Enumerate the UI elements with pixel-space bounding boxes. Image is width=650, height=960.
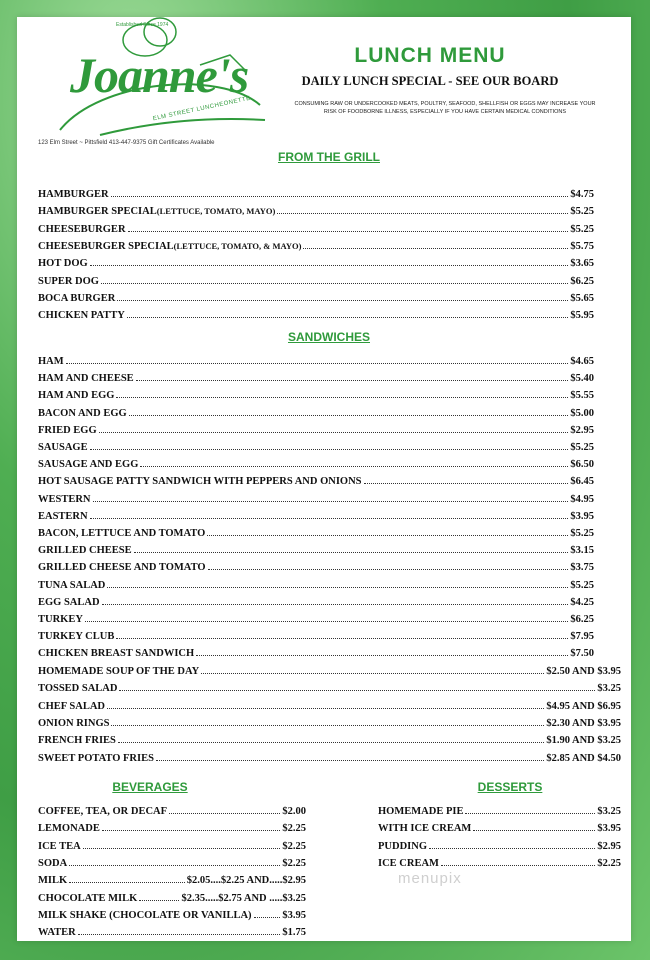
item-name: TURKEY — [38, 614, 83, 625]
dot-leader — [201, 664, 544, 674]
item-name: CHICKEN BREAST SANDWICH — [38, 648, 195, 660]
logo — [40, 10, 270, 150]
item-price: $3.95 — [282, 909, 306, 921]
item-price: $5.25 — [570, 579, 594, 591]
beverages-item — [38, 891, 306, 907]
item-price: $3.25 — [597, 683, 621, 695]
item-name: CHEESEBURGER — [38, 223, 126, 235]
dot-leader — [465, 804, 595, 814]
grill-item — [38, 291, 594, 307]
item-price: $2.35.....$2.75 AND .....$3.25 — [181, 892, 306, 904]
dot-leader — [429, 839, 595, 849]
item-price: $2.25 — [597, 857, 621, 869]
item-price: $3.75 — [570, 562, 594, 574]
item-name: BOCA BURGER — [38, 292, 116, 304]
item-name: FRIED EGG — [38, 424, 97, 436]
item-price: $1.75 — [282, 927, 306, 939]
sandwiches-item — [38, 388, 594, 404]
item-name: GRILLED CHEESE — [38, 545, 132, 557]
dot-leader — [208, 560, 569, 570]
item-price: $5.25 — [570, 442, 594, 453]
item-name: SAUSAGE — [38, 442, 88, 453]
item-name: CHOCOLATE MILK — [38, 892, 138, 904]
dot-leader — [107, 699, 544, 709]
item-price: $6.45 — [570, 476, 594, 488]
sandwiches-item — [38, 612, 594, 628]
item-name: HAMBURGER — [38, 189, 109, 200]
item-price: $2.30 AND $3.95 — [546, 717, 621, 729]
sandwiches-item — [38, 406, 594, 422]
grill-item — [38, 274, 594, 290]
grill-item — [38, 204, 594, 220]
item-name: WATER — [38, 927, 76, 939]
dot-leader — [117, 291, 568, 301]
dot-leader — [119, 681, 595, 691]
item-name: CHICKEN PATTY — [38, 310, 125, 322]
item-name: CHEESEBURGER SPECIAL — [38, 240, 174, 252]
grill-item — [38, 308, 594, 324]
sandwiches-item — [38, 457, 594, 473]
item-name: HOMEMADE SOUP OF THE DAY — [38, 666, 200, 677]
dot-leader — [90, 440, 569, 450]
beverages-item — [38, 821, 306, 837]
item-price: $3.15 — [570, 545, 594, 557]
item-price: $2.95 — [570, 424, 594, 436]
item-name: EGG SALAD — [38, 596, 100, 608]
item-price: $5.95 — [570, 310, 594, 322]
beverages-item — [38, 925, 306, 941]
item-name: FRENCH FRIES — [38, 735, 116, 747]
section-title-grill: FROM THE GRILL — [278, 150, 380, 164]
dot-leader — [139, 891, 179, 901]
item-name: ICE CREAM — [378, 857, 439, 869]
dot-leader — [473, 821, 595, 831]
item-price: $6.25 — [570, 275, 594, 287]
dot-leader — [99, 423, 569, 433]
logo-name: Joanne's — [70, 47, 249, 103]
sandwiches-item — [38, 354, 594, 370]
item-price: $2.25 — [282, 823, 306, 835]
grill-item — [38, 239, 594, 255]
item-price: $4.95 — [570, 493, 594, 505]
sandwiches-item — [38, 492, 594, 508]
dot-leader — [90, 256, 569, 266]
item-name: WITH ICE CREAM — [378, 823, 472, 835]
item-name: TURKEY CLUB — [38, 631, 115, 643]
item-price: $5.65 — [570, 292, 594, 304]
beverages-item — [38, 873, 306, 889]
daily-special: DAILY LUNCH SPECIAL - SEE OUR BOARD — [301, 74, 559, 88]
item-price: $2.95 — [597, 840, 621, 852]
item-name: CHEF SALAD — [38, 700, 105, 712]
item-price: $4.25 — [570, 596, 594, 608]
item-price: $5.40 — [570, 373, 594, 385]
sandwiches-item — [38, 595, 594, 611]
dot-leader — [107, 578, 568, 588]
sides-item — [38, 681, 621, 697]
item-name: HAMBURGER SPECIAL — [38, 206, 157, 218]
item-price: $5.75 — [570, 240, 594, 252]
sandwiches-item — [38, 629, 594, 645]
sandwiches-item — [38, 509, 594, 525]
dot-leader — [134, 543, 569, 553]
item-price: $4.65 — [570, 356, 594, 367]
item-price: $3.25 — [597, 806, 621, 817]
item-price: $2.05....$2.25 AND.....$2.95 — [186, 875, 306, 887]
sandwiches-item — [38, 423, 594, 439]
section-title-sandwiches: SANDWICHES — [287, 330, 370, 344]
item-price: $6.25 — [570, 614, 594, 625]
sides-item — [38, 664, 621, 680]
dot-leader — [196, 646, 568, 656]
beverages-item — [38, 908, 306, 924]
item-name: SODA — [38, 857, 68, 869]
item-note: (LETTUCE, TOMATO, MAYO) — [156, 206, 276, 217]
sandwiches-item — [38, 543, 594, 559]
sides-item — [38, 733, 621, 749]
dot-leader — [111, 716, 544, 726]
dot-leader — [254, 908, 281, 918]
dot-leader — [207, 526, 568, 536]
sides-item — [38, 716, 621, 732]
sides-item — [38, 699, 621, 715]
dot-leader — [111, 187, 569, 197]
dot-leader — [441, 856, 595, 866]
grill-item — [38, 187, 594, 203]
item-price: $5.25 — [570, 206, 594, 218]
item-name: HOT SAUSAGE PATTY SANDWICH WITH PEPPERS AND ONIONS — [38, 476, 362, 488]
item-price: $3.95 — [570, 510, 594, 522]
beverages-item — [38, 856, 306, 872]
item-name: TUNA SALAD — [38, 579, 106, 591]
dot-leader — [66, 354, 569, 364]
sandwiches-item — [38, 646, 594, 662]
dot-leader — [102, 821, 281, 831]
item-price: $5.25 — [570, 223, 594, 235]
dot-leader — [303, 239, 568, 249]
dot-leader — [277, 204, 568, 214]
item-name: SUPER DOG — [38, 275, 99, 287]
desserts-item — [378, 804, 621, 820]
item-name: WESTERN — [38, 493, 91, 505]
item-price: $1.90 AND $3.25 — [546, 735, 621, 747]
item-name: HOMEMADE PIE — [378, 806, 464, 817]
item-price: $4.95 AND $6.95 — [546, 700, 621, 712]
item-name: COFFEE, TEA, OR DECAF — [38, 806, 168, 817]
dot-leader — [85, 612, 568, 622]
item-price: $2.00 — [282, 806, 306, 817]
dot-leader — [90, 509, 569, 519]
sandwiches-item — [38, 560, 594, 576]
item-name: BACON, LETTUCE AND TOMATO — [38, 528, 206, 539]
beverages-item — [38, 839, 306, 855]
item-price: $5.55 — [570, 390, 594, 402]
dot-leader — [129, 406, 569, 416]
section-title-desserts: DESSERTS — [477, 780, 543, 794]
dot-leader — [93, 492, 569, 502]
sandwiches-item — [38, 474, 594, 490]
item-name: GRILLED CHEESE AND TOMATO — [38, 562, 206, 574]
dot-leader — [118, 733, 544, 743]
dot-leader — [364, 474, 569, 484]
dot-leader — [116, 388, 568, 398]
page-title: LUNCH MENU — [354, 44, 506, 67]
dot-leader — [116, 629, 568, 639]
item-name: HOT DOG — [38, 258, 88, 270]
dot-leader — [101, 274, 568, 284]
item-name: MILK SHAKE (CHOCOLATE OR VANILLA) — [38, 909, 252, 921]
item-note: (LETTUCE, TOMATO, & MAYO) — [173, 240, 302, 251]
desserts-item — [378, 839, 621, 855]
dot-leader — [128, 222, 569, 232]
item-price: $2.50 AND $3.95 — [546, 666, 621, 677]
item-name: BACON AND EGG — [38, 407, 127, 419]
sandwiches-item — [38, 578, 594, 594]
dot-leader — [127, 308, 569, 318]
item-price: $7.95 — [570, 631, 594, 643]
beverages-item — [38, 804, 306, 820]
item-name: TOSSED SALAD — [38, 683, 118, 695]
item-price: $2.25 — [282, 857, 306, 869]
item-price: $5.25 — [570, 528, 594, 539]
item-name: SAUSAGE AND EGG — [38, 459, 139, 471]
watermark: menupix — [398, 870, 462, 887]
item-name: MILK — [38, 875, 68, 887]
sandwiches-item — [38, 526, 594, 542]
address-line: 123 Elm Street ~ Pittsfield 413-447-9375 Gift Certificates Available — [38, 140, 215, 146]
item-price: $2.85 AND $4.50 — [546, 752, 621, 764]
section-title-beverages: BEVERAGES — [112, 780, 188, 794]
item-name: HAM AND CHEESE — [38, 373, 134, 385]
item-price: $3.95 — [597, 823, 621, 835]
grill-item — [38, 222, 594, 238]
item-name: SWEET POTATO FRIES — [38, 752, 154, 764]
grill-item — [38, 256, 594, 272]
item-name: LEMONADE — [38, 823, 100, 835]
dot-leader — [78, 925, 281, 935]
dot-leader — [136, 371, 569, 381]
sandwiches-item — [38, 440, 594, 456]
item-price: $7.50 — [570, 648, 594, 660]
item-name: ICE TEA — [38, 840, 81, 852]
dot-leader — [102, 595, 569, 605]
dot-leader — [69, 856, 280, 866]
desserts-item — [378, 821, 621, 837]
item-name: PUDDING — [378, 840, 427, 852]
dot-leader — [156, 751, 544, 761]
dot-leader — [169, 804, 280, 814]
item-name: HAM — [38, 356, 64, 367]
item-name: ONION RINGS — [38, 717, 110, 729]
item-price: $2.25 — [282, 840, 306, 852]
food-warning: CONSUMING RAW OR UNDERCOOKED MEATS, POULTRY, SEAFOOD, SHELLFISH OR EGGS MAY INCREASE YOUR RISK OF FOODBORNE ILLNESS, ESPECIALLY IF YOU HAVE CERTAIN MEDICAL CONDITIONS — [294, 101, 596, 115]
item-name: EASTERN — [38, 510, 88, 522]
item-price: $5.00 — [570, 407, 594, 419]
logo-tagline: ELM STREET LUNCHEONETTE — [152, 95, 252, 123]
item-name: HAM AND EGG — [38, 390, 115, 402]
item-price: $3.65 — [570, 258, 594, 270]
item-price: $4.75 — [570, 189, 594, 200]
dot-leader — [69, 873, 185, 883]
dot-leader — [83, 839, 281, 849]
item-price: $6.50 — [570, 459, 594, 471]
sides-item — [38, 751, 621, 767]
sandwiches-item — [38, 371, 594, 387]
logo-established: Established Since 1974 — [116, 22, 169, 28]
dot-leader — [140, 457, 568, 467]
